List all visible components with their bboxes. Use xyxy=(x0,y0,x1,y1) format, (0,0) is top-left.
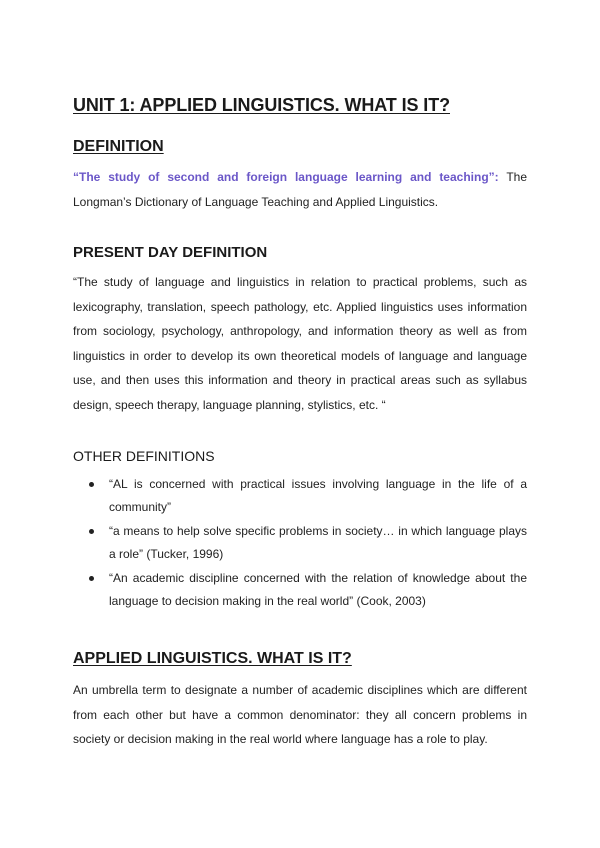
present-day-paragraph: “The study of language and linguistics in relation to practical problems, such as lexicography, translation, speech pathology, etc. Applied linguistics uses information from sociology, psychology, anthropology, and information theory as well as from linguistics in order to develop its own theoretical models of language and language use, and then uses this information and theory in practical areas such as syllabus design, speech therapy, language planning, stylistics, etc. “ xyxy=(73,275,527,412)
definition-source: The Longman’s Dictionary of Language Teaching and Applied Linguistics. xyxy=(73,170,528,209)
definition-quote: “The study of second and foreign language learning and teaching”: xyxy=(73,170,499,184)
list-item-text: “a means to help solve specific problems in society… in which language plays a role” (Tucker, 1996) xyxy=(109,524,527,561)
definition-heading: DEFINITION xyxy=(73,138,164,155)
applied-heading: APPLIED LINGUISTICS. WHAT IS IT? xyxy=(73,650,352,667)
list-item xyxy=(73,520,527,566)
bullet-icon xyxy=(89,529,94,534)
list-item-text: “An academic discipline concerned with the relation of knowledge about the language to decision making in the real world” (Cook, 2003) xyxy=(109,571,527,608)
applied-paragraph: An umbrella term to designate a number of academic disciplines which are different from each other but have a common denominator: they all concern problems in society or decision making in the real world where language has a role to play. xyxy=(73,683,527,747)
other-definitions-heading: OTHER DEFINITIONS xyxy=(73,448,215,464)
present-day-heading: PRESENT DAY DEFINITION xyxy=(73,244,268,261)
list-item-text: “AL is concerned with practical issues involving language in the life of a community” xyxy=(109,477,527,514)
page-title: UNIT 1: APPLIED LINGUISTICS. WHAT IS IT? xyxy=(73,95,450,115)
other-definitions-list xyxy=(73,473,527,614)
definition-paragraph xyxy=(73,165,527,214)
bullet-icon xyxy=(89,482,94,487)
list-item xyxy=(73,473,527,519)
list-item xyxy=(73,567,527,613)
bullet-icon xyxy=(89,576,94,581)
